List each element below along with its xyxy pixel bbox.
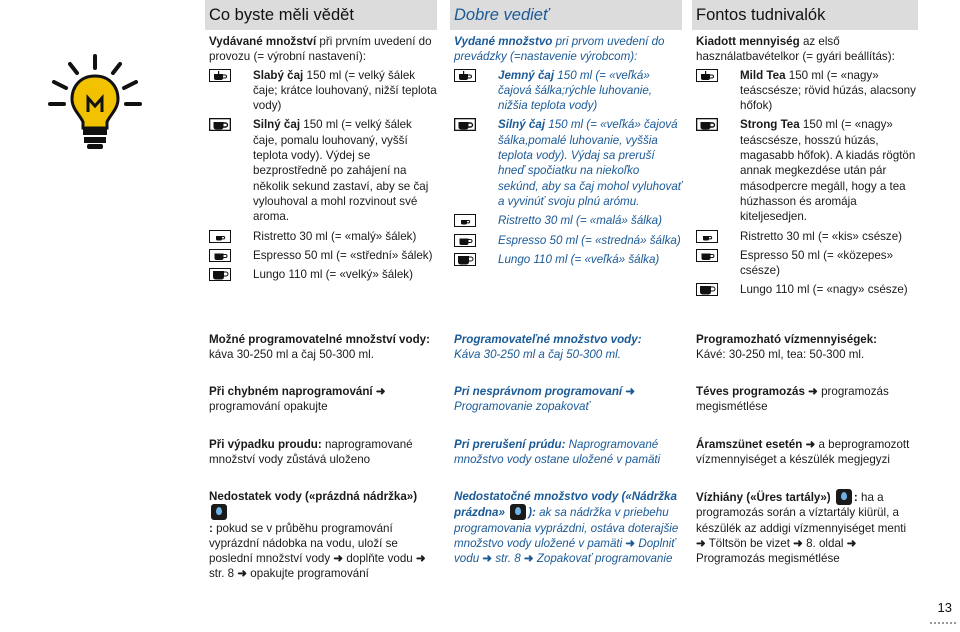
- ristretto-cup-icon: [696, 230, 718, 243]
- arrow-icon: ➜: [625, 536, 636, 550]
- power-failure-hu: Áramszünet esetén ➜ a beprogramozott vízmennyiséget a készülék megjegyzi: [696, 438, 910, 467]
- list-item: Ristretto 30 ml (= «malá» šálka): [454, 213, 682, 228]
- water-tank-icon: [836, 489, 852, 505]
- power-failure-cz: Při výpadku proudu: naprogramované množství vody zůstává uloženo: [209, 438, 413, 467]
- column-hungarian: [692, 0, 918, 566]
- lightbulb-icon: [40, 52, 150, 152]
- list-item: Strong Tea 150 ml (= «nagy» teáscsésze, hosszú húzás, magasabb hőfok). A kiadás rögtön annak megkezdése után pár másodpercre megáll, hogy a tea húzhasson és aromája kiteljesedjen.: [696, 117, 918, 224]
- arrow-icon: ➜: [375, 385, 386, 398]
- arrow-icon: ➜: [237, 567, 248, 581]
- item-list-sk: [454, 68, 682, 268]
- dispensed-quantity-block-hu: [696, 34, 918, 298]
- espresso-cup-icon: [454, 234, 476, 247]
- page-number: 13: [937, 600, 952, 615]
- power-failure-sk: Pri prerušení prúdu: Naprogramované množstvo vody ostane uložené v pamäti: [454, 438, 661, 467]
- programmable-quantity-sk: Programovateľné množstvo vody: Káva 30-250 ml a čaj 50-300 ml.: [454, 333, 642, 362]
- dispensed-quantity-block-cz: [209, 34, 437, 282]
- intro-sk: Vydané množstvo pri prvom uvedení do prevádzky (=nastavenie výrobcom):: [454, 35, 665, 64]
- water-shortage-cz: Nedostatek vody («prázdná nádržka») : pokud se v průběhu programování vyprázdní nádobka na vodu, uloží se poslední množství vody ➜ doplňte vodu ➜ str. 8 ➜ opakujte programování: [209, 490, 426, 581]
- error-programming-hu: Téves programozás ➜ programozás megismétlése: [696, 385, 889, 414]
- list-item: Jemný čaj 150 ml (= «veľká» čajová šálka;rýchle luhovanie, nižšia teplota vody): [454, 68, 682, 114]
- water-shortage-hu: Vízhiány («Üres tartály») : ha a programozás során a víztartály kiürül, a készülék az addigi vízmennyiséget menti ➜ Töltsön be vizet ➜ 8. oldal ➜ Programozás megismétlése: [696, 491, 907, 566]
- arrow-icon: ➜: [808, 385, 818, 398]
- tea-cup-weak-icon: [454, 69, 476, 82]
- page-corner-mark: [930, 622, 956, 632]
- item-list-cz: [209, 68, 437, 283]
- list-item: Lungo 110 ml (= «nagy» csésze): [696, 282, 918, 297]
- ristretto-cup-icon: [454, 214, 476, 227]
- programmable-quantity-hu: Programozható vízmennyiségek: Kávé: 30-250 ml, tea: 50-300 ml.: [696, 333, 878, 362]
- water-shortage-sk: Nedostatočné množstvo vody («Nádržka prázdna» ): ak sa nádržka v priebehu programovania vyprázdni, ostáva doterajšie množstvo vody uložené v pamäti ➜ Doplniť vodu ➜ str. 8 ➜ Zopakovať programovanie: [454, 490, 679, 566]
- ristretto-cup-icon: [209, 230, 231, 243]
- list-item: Silný čaj 150 ml (= velký šálek čaje, pomalu louhovaný, vyšší teplota vody). Výdej se bezprostředně po zahájení na několik sekund zastaví, aby se čaj vylouhoval a mohl rozvinout své aroma.: [209, 117, 437, 224]
- list-item: Mild Tea 150 ml (= «nagy» teáscsésze; rövid húzás, alacsony hőfok): [696, 68, 918, 114]
- tea-cup-weak-icon: [209, 69, 231, 82]
- arrow-icon: ➜: [523, 552, 534, 566]
- tea-cup-strong-icon: [454, 118, 476, 131]
- water-tank-icon: [211, 504, 227, 520]
- arrow-icon: ➜: [805, 438, 816, 451]
- programmable-quantity-cz: Možné programovatelné množství vody: káva 30-250 ml a čaj 50-300 ml.: [209, 333, 430, 362]
- lungo-cup-icon: [696, 283, 718, 296]
- lungo-cup-icon: [209, 268, 231, 281]
- arrow-icon: ➜: [482, 552, 493, 566]
- arrow-icon: ➜: [333, 552, 344, 566]
- arrow-icon: ➜: [793, 536, 803, 550]
- list-item: Silný čaj 150 ml (= «veľká» čajová šálka,pomalé luhovanie, vyššia teplota vody). Výdaj sa preruší hneď spočiatku na niekoľko sekúnd, aby sa čaj mohol vyluhovať a vyvinúť svoju plnú arómu.: [454, 117, 682, 209]
- list-item: Espresso 50 ml (= «střední» šálek): [209, 248, 437, 263]
- espresso-cup-icon: [209, 249, 231, 262]
- column-czech: [205, 0, 437, 581]
- tea-cup-strong-icon: [696, 118, 718, 131]
- espresso-cup-icon: [696, 249, 718, 262]
- tea-cup-weak-icon: [696, 69, 718, 82]
- list-item: Ristretto 30 ml (= «kis» csésze): [696, 229, 918, 244]
- item-list-hu: [696, 68, 918, 298]
- water-tank-icon: [510, 504, 526, 520]
- error-programming-cz: Při chybném naprogramování ➜ programování opakujte: [209, 385, 386, 414]
- tea-cup-strong-icon: [209, 118, 231, 131]
- list-item: Slabý čaj 150 ml (= velký šálek čaje; krátce louhovaný, nižší teplota vody): [209, 68, 437, 114]
- arrow-icon: ➜: [846, 536, 857, 550]
- list-item: Espresso 50 ml (= «közepes» csésze): [696, 248, 918, 279]
- arrow-icon: ➜: [696, 536, 706, 550]
- error-programming-sk: Pri nesprávnom programovaní ➜ Programovanie zopakovať: [454, 385, 636, 414]
- section-header-hu: Fontos tudnivalók: [692, 0, 918, 30]
- column-slovak: [450, 0, 682, 566]
- intro-hu: Kiadott mennyiség az első használatbavételkor (= gyári beállítás):: [696, 35, 895, 64]
- dispensed-quantity-block-sk: [454, 34, 682, 267]
- list-item: Lungo 110 ml (= «velký» šálek): [209, 267, 437, 282]
- arrow-icon: ➜: [625, 385, 636, 398]
- section-header-sk: Dobre vedieť: [450, 0, 682, 30]
- list-item: Lungo 110 ml (= «veľká» šálka): [454, 252, 682, 267]
- lungo-cup-icon: [454, 253, 476, 266]
- section-header-cz: Co byste měli vědět: [205, 0, 437, 30]
- list-item: Ristretto 30 ml (= «malý» šálek): [209, 229, 437, 244]
- arrow-icon: ➜: [415, 552, 426, 566]
- intro-cz: Vydávané množství při prvním uvedení do provozu (= výrobní nastavení):: [209, 35, 432, 64]
- list-item: Espresso 50 ml (= «stredná» šálka): [454, 233, 682, 248]
